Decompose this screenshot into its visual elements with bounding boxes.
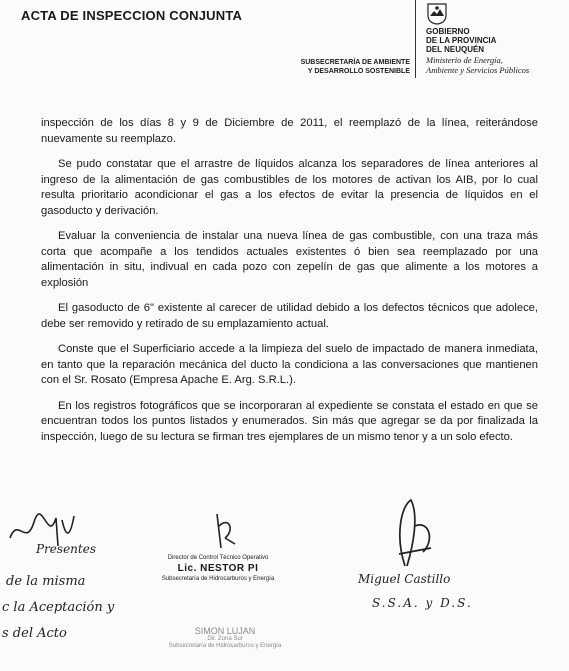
header-divider (415, 0, 416, 78)
faded-stamp-line-2: Dir. Zona Sur (207, 636, 243, 642)
paragraph: Conste que el Superficiario accede a la limpieza del suelo de impactado de manera inmediata, en tanto que la reparación mecánica del ducto la condiciona a las conversaciones que mantienen con el Sr. Rosato (Empresa Apache E. Arg. S.R.L.). (41, 343, 538, 386)
left-handwriting-line-4: s del Acto (2, 626, 67, 641)
stamp-office: Subsecretaría de Hidrocarburos y Energía (161, 576, 275, 582)
paragraph: Evaluar la conveniencia de instalar una nueva línea de gas combustible, con una traza más corta que acompañe a los tendidos actuales existentes ó bien sea reemplazado por una alimentación in situ, indivual en cada pozo con zepelín de gas que alimente a los motores a explosión (41, 230, 538, 289)
faded-stamp-line-3: Subsecretaría de Hidrocarburos y Energía (168, 643, 282, 649)
left-handwriting-line-2: de la misma (6, 574, 86, 589)
left-handwriting-line-3: c la Aceptación y (2, 600, 115, 615)
gobierno-line-2: DE LA PROVINCIA (426, 36, 497, 45)
gobierno-line-1: GOBIERNO (426, 27, 470, 36)
signature-stamp-pi (148, 554, 288, 583)
ministry-label (426, 56, 529, 75)
ministry-line-1: Ministerio de Energía, (426, 55, 503, 65)
paragraph: Se pudo constatar que el arrastre de líquidos alcanza los separadores de línea anteriores al ingreso de la alimentación de gas combustibles de los motores de activan los AIB, por lo cual resulta prioritario acondicionar el gas a los efectos de evitar la presencia de líquidos en el gasoducto y derivación. (41, 158, 538, 217)
stamp-role: Director de Control Técnico Operativo (167, 555, 269, 561)
subsecretaria-line-1: SUBSECRETARÍA DE AMBIENTE (300, 59, 410, 66)
document-title: ACTA DE INSPECCION CONJUNTA (21, 8, 243, 23)
paragraph: inspección de los días 8 y 9 de Diciembre de 2011, el reemplazó de la línea, reiterándose nuevamente su reemplazo. (41, 117, 538, 145)
gobierno-label (426, 27, 496, 54)
paragraph: En los registros fotográficos que se incorporaran al expediente se constata el estado en que se encuentran todos los puntos listados y enumerados. Sin más que agregar se da por finalizada la inspección, luego de su lectura se firman tres ejemplares de un mismo tenor y a un solo efecto. (41, 399, 538, 443)
right-handwriting-title: S.S.A. y D.S. (372, 596, 473, 610)
provincial-crest-icon (426, 3, 448, 30)
stamp-name: Lic. NESTOR PI (177, 563, 259, 574)
left-handwriting-line-1: Presentes (36, 542, 96, 556)
document-body (41, 116, 538, 455)
faded-stamp-name: SIMON LUJAN (194, 626, 256, 636)
subsecretaria-line-2: Y DESARROLLO SOSTENIBLE (307, 68, 410, 75)
faded-stamp-lujan (160, 626, 290, 650)
right-handwriting-name: Miguel Castillo (358, 572, 451, 586)
ministry-line-2: Ambiente y Servicios Públicos (426, 64, 530, 75)
right-signature-scribble (385, 496, 445, 576)
subsecretaria-label (262, 58, 410, 76)
center-signature-scribble (205, 508, 245, 554)
gobierno-line-3: DEL NEUQUÉN (426, 45, 485, 54)
paragraph: El gasoducto de 6" existente al carecer de utilidad debido a los defectos técnicos que adolece, debe ser removido y retirado de su emplazamiento actual. (41, 302, 538, 330)
